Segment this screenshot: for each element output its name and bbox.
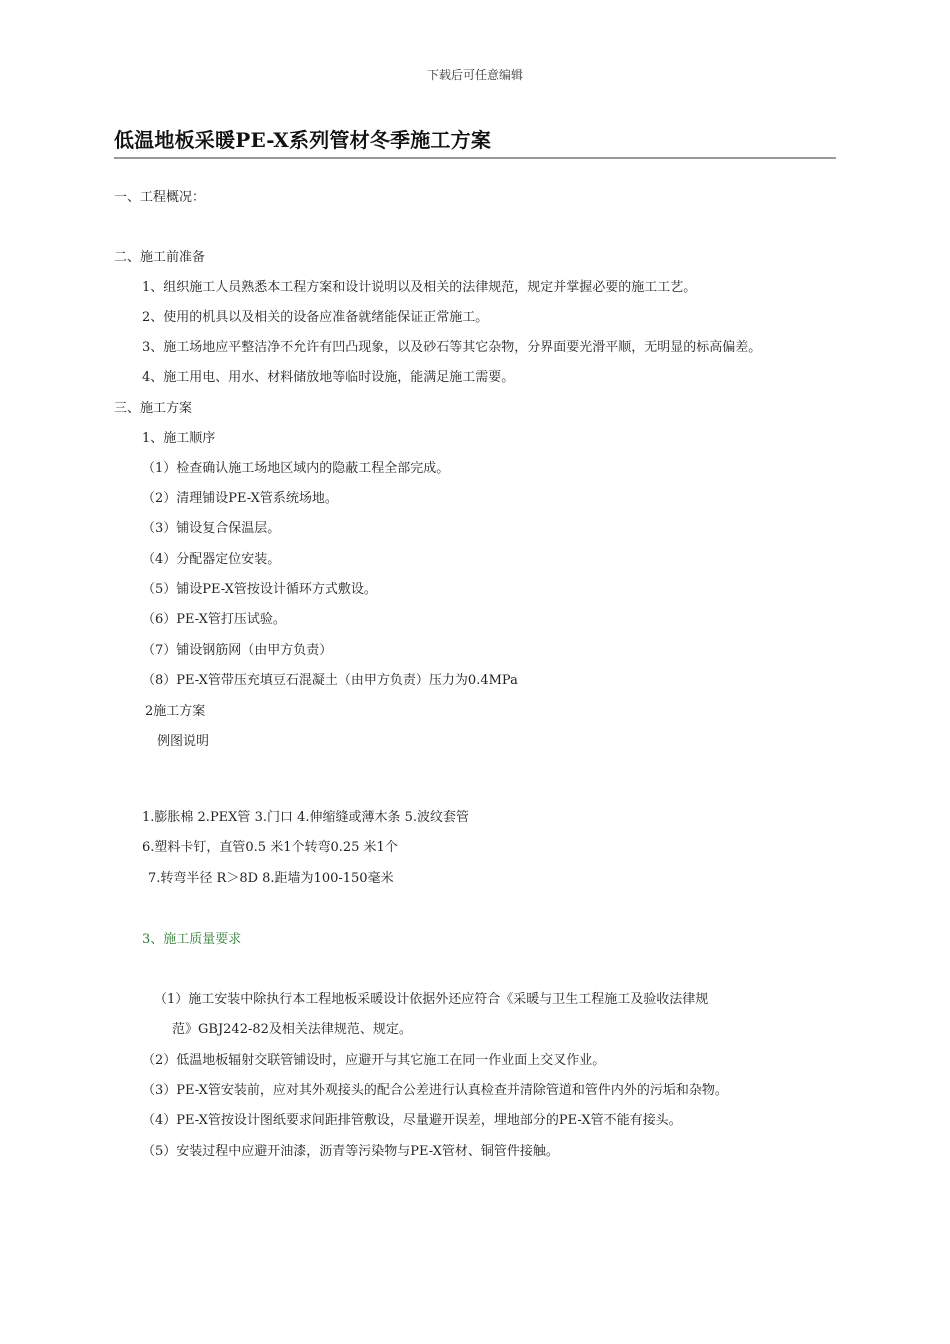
quality-item-3: （3）PE-X管安装前，应对其外观接头的配合公差进行认真检查并清除管道和管件内外的污垢和杂物。	[142, 1083, 728, 1098]
sequence-step-2: （2）清理铺设PE-X管系统场地。	[142, 491, 338, 506]
document-title: 低温地板采暖PE-X系列管材冬季施工方案	[114, 124, 836, 159]
section-preparation: 二、施工前准备	[114, 250, 206, 265]
legend-line-1: 1.膨胀棉 2.PEX管 3.门口 4.伸缩缝或薄木条 5.波纹套管	[142, 810, 470, 825]
header-note: 下载后可任意编辑	[426, 68, 523, 82]
quality-item-4: （4）PE-X管按设计图纸要求间距排管敷设，尽量避开误差，埋地部分的PE-X管不能有接头。	[142, 1113, 682, 1128]
subsection-plan: 2施工方案	[145, 704, 206, 719]
legend-line-3: 7.转弯半径 R＞8D 8.距墙为100-150毫米	[148, 871, 394, 886]
sequence-step-7: （7）铺设钢筋网（由甲方负责）	[142, 643, 333, 658]
quality-item-1b: 范》GBJ242-82及相关法律规范、规定。	[172, 1022, 412, 1037]
prep-item-2: 2、使用的机具以及相关的设备应准备就绪能保证正常施工。	[142, 310, 489, 325]
sequence-step-5: （5）铺设PE-X管按设计循环方式敷设。	[142, 582, 377, 597]
subsection-sequence: 1、施工顺序	[142, 431, 216, 446]
prep-item-3: 3、施工场地应平整洁净不允许有凹凸现象，以及砂石等其它杂物，分界面要光滑平顺，无明显的标高偏差。	[142, 340, 762, 355]
section-construction-plan: 三、施工方案	[114, 401, 193, 416]
sequence-step-3: （3）铺设复合保温层。	[142, 521, 281, 536]
quality-item-2: （2）低温地板辐射交联管铺设时，应避开与其它施工在同一作业面上交叉作业。	[142, 1053, 606, 1068]
sequence-step-4: （4）分配器定位安装。	[142, 552, 281, 567]
prep-item-1: 1、组织施工人员熟悉本工程方案和设计说明以及相关的法律规范，规定并掌握必要的施工工艺。	[142, 280, 697, 295]
sequence-step-8: （8）PE-X管带压充填豆石混凝土（由甲方负责）压力为0.4MPa	[142, 673, 518, 688]
section-overview: 一、工程概况：	[114, 190, 206, 205]
quality-item-1a: （1）施工安装中除执行本工程地板采暖设计依据外还应符合《采暖与卫生工程施工及验收法律规	[154, 992, 709, 1007]
subsection-quality: 3、施工质量要求	[142, 932, 242, 947]
prep-item-4: 4、施工用电、用水、材料储放地等临时设施，能满足施工需要。	[142, 370, 515, 385]
legend-line-2: 6.塑料卡钉，直管0.5 米1个转弯0.25 米1个	[142, 840, 398, 855]
quality-item-5: （5）安装过程中应避开油漆，沥青等污染物与PE-X管材、铜管件接触。	[142, 1144, 559, 1159]
figure-caption: 例图说明	[157, 734, 210, 749]
sequence-step-6: （6）PE-X管打压试验。	[142, 612, 286, 627]
sequence-step-1: （1）检查确认施工场地区域内的隐蔽工程全部完成。	[142, 461, 450, 476]
